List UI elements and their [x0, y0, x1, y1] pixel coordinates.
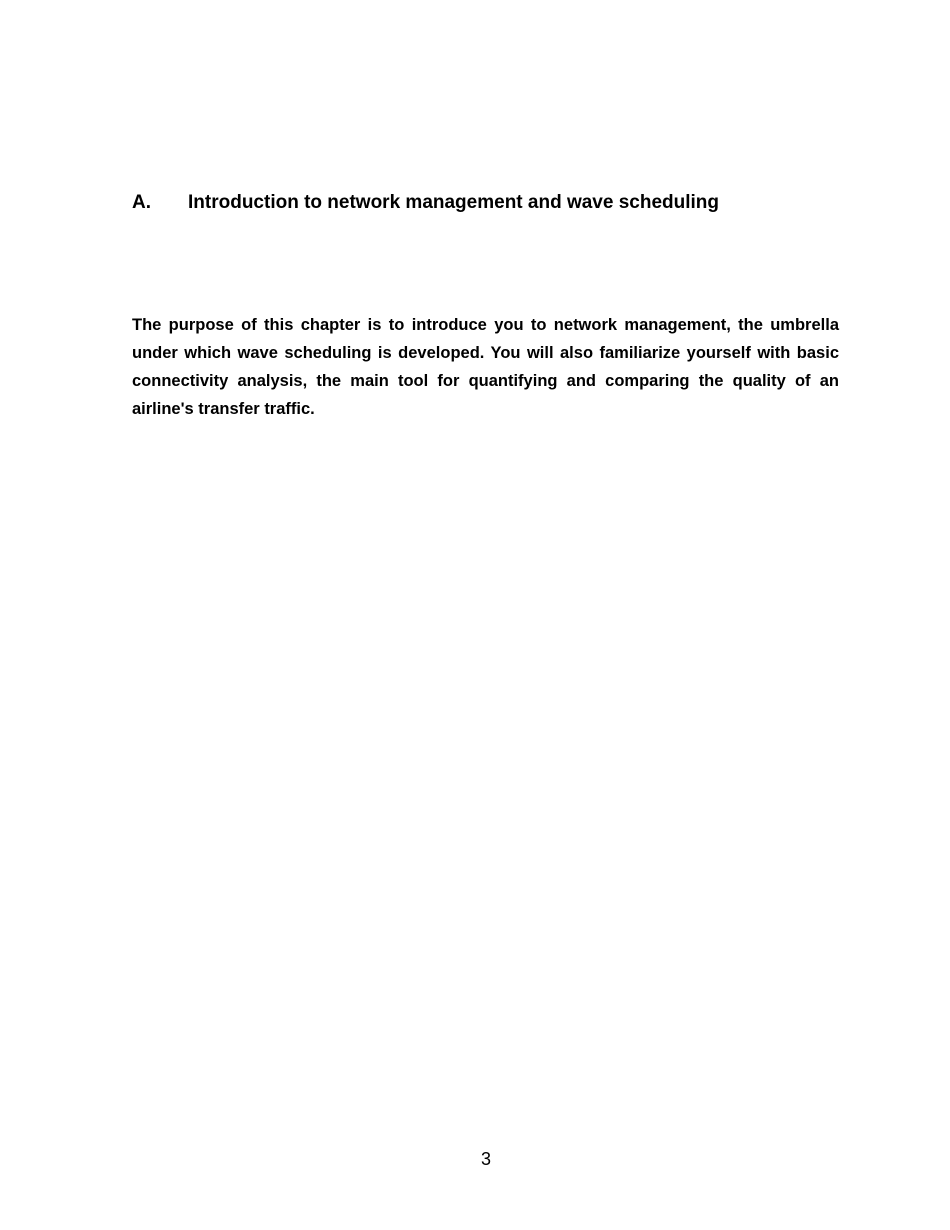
section-letter: A. — [132, 192, 151, 213]
section-title: Introduction to network management and wave scheduling — [188, 192, 720, 213]
intro-paragraph: The purpose of this chapter is to introduce you to network management, the umbrella under which wave scheduling is developed. You will also familiarize yourself with basic connectivity analysis, the main tool for quantifying and comparing the quality of an airline's transfer traffic. — [132, 316, 839, 418]
page-number: 3 — [480, 1149, 491, 1169]
section-heading — [132, 190, 842, 216]
